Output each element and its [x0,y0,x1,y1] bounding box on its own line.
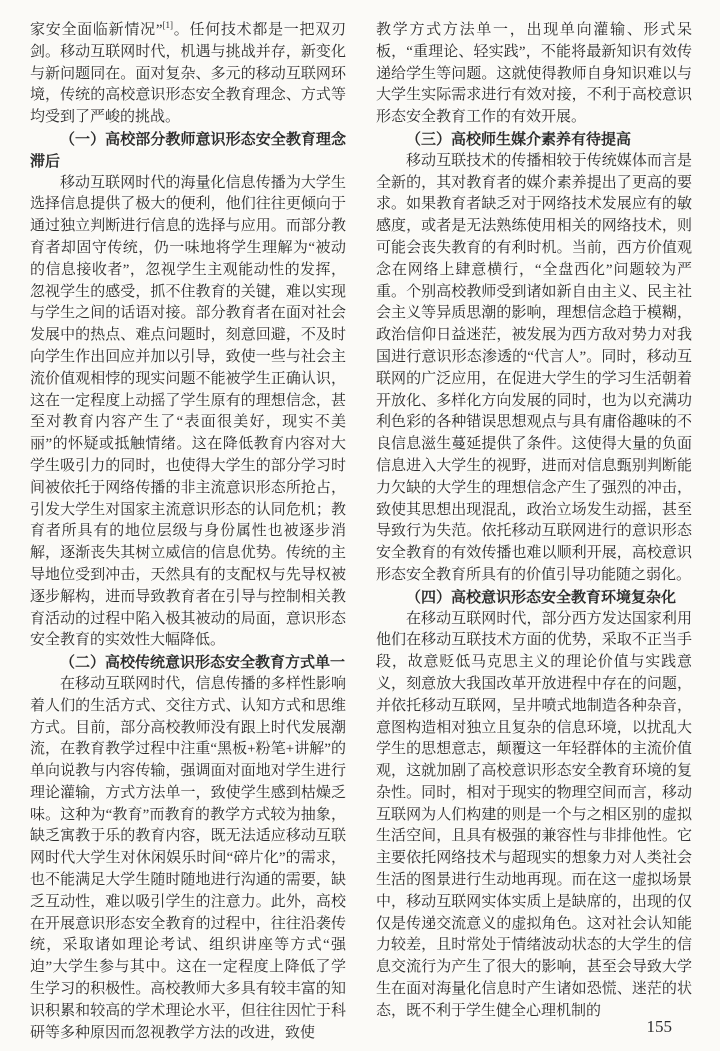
body-paragraph: 在移动互联网时代，信息传播的多样性影响着人们的生活方式、交往方式、认知方式和思维方式。目前，部分高校教师没有跟上时代发展潮流，在教育教学过程中注重“黑板+粉笔+讲解”的单向说教与内容传输，强调面对面地对学生进行理论灌输，方式方法单一，致使学生感到枯燥乏味。这种为“教育”而教育的教学方式较为抽象，缺乏寓教于乐的教育内容，既无法适应移动互联网时代大学生对休闲娱乐时间“碎片化”的需求，也不能满足大学生随时随地进行沟通的需要，缺乏互动性，难以吸引学生的注意力。此外，高校在开展意识形态安全教育的过程中，往往沿袭传统，采取诸如理论考试、组织讲座等方式“强迫”大学生参与其中。这在一定程度上降低了学生学习的积极性。高校教师大多具有较丰富的知识积累和较高的学术理论水平，但往往因忙于科研等多种原因而忽视教学方法的改进，致使 [30,675,346,1041]
body-paragraph: 家安全面临新情况”[1]。任何技术都是一把双刃剑。移动互联网时代，机遇与挑战并存，新变化与新问题同在。面对复杂、多元的移动互联网环境，传统的高校意识形态安全教育理念、方式等均受到了严峻的挑战。 [30,20,346,126]
page-number: 155 [646,1017,672,1036]
section-heading: （三）高校师生媒介素养有待提高 [406,130,632,148]
body-paragraph: 教学方式方法单一，出现单向灌输、形式呆板，“重理论、轻实践”，不能将最新知识有效传递给学生等问题。这就使得教师自身知识难以与大学生实际需求进行有效对接，不利于高校意识形态安全教育工作的有效开展。 [376,22,692,126]
text-column-right [376,20,692,1044]
footnote-marker: [1] [162,20,173,30]
section-heading: （四）高校意识形态安全教育环境复杂化 [406,588,677,606]
section-heading: （一）高校部分教师意识形态安全教育理念滞后 [30,130,346,170]
section-heading: （二）高校传统意识形态安全教育方式单一 [60,654,346,672]
text-columns [30,20,692,1044]
text-column-left [30,20,346,1044]
body-paragraph: 移动互联网时代的海量化信息传播为大学生选择信息提供了极大的便利，他们往往更倾向于通过独立判断进行信息的选择与应用。而部分教育者却固守传统，仍一味地将学生理解为“被动的信息接收者”，忽视学生主观能动性的发挥，忽视学生的感受，抓不住教育的关键，难以实现与学生之间的话语对接。部分教育者在面对社会发展中的热点、难点问题时，刻意回避，不及时向学生作出回应并加以引导，致使一些与社会主流价值观相悖的现实问题不能被学生正确认识，这在一定程度上动摇了学生原有的理想信念，甚至对教育内容产生了“表面很美好，现实不美丽”的怀疑或抵触情绪。这在降低教育内容对大学生吸引力的同时，也使得大学生的部分学习时间被依托于网络传播的非主流意识形态所抢占，引发大学生对国家主流意识形态的认同危机；教育者所具有的地位层级与身份属性也被逐步消解，逐渐丧失其树立威信的信息优势。传统的主导地位受到冲击，天然具有的支配权与先导权被逐步解构，进而导致教育者在引导与控制相关教育活动的过程中陷入极其被动的局面，意识形态安全教育的实效性大幅降低。 [30,174,346,649]
body-paragraph: 在移动互联网时代，部分西方发达国家利用他们在移动互联技术方面的优势，采取不正当手段，故意贬低马克思主义的理论价值与实践意义，刻意放大我国改革开放进程中存在的问题，并依托移动互联网，呈井喷式地制造各种杂音，意图构造相对独立且复杂的信息环境，以扰乱大学生的思想意志，颠覆这一年轻群体的主流价值观，这就加剧了高校意识形态安全教育环境的复杂性。同时，相对于现实的物理空间而言，移动互联网为人们构建的则是一个与之相区别的虚拟生活空间，且具有极强的兼容性与非排他性。它主要依托网络技术与超现实的想象力对人类社会生活的图景进行生动地再现。而在这一虚拟场景中，移动互联网实体实质上是缺席的，出现的仅仅是传递交流意义的虚拟角色。这对社会认知能力较差，且时常处于情绪波动状态的大学生的信息交流行为产生了很大的影响，甚至会导致大学生在面对海量化信息时产生诸如恐慌、迷茫的状态，既不利于学生健全心理机制的 [376,610,692,1019]
body-paragraph: 移动互联技术的传播相较于传统媒体而言是全新的，其对教育者的媒介素养提出了更高的要求。如果教育者缺乏对于网络技术发展应有的敏感度，或者是无法熟练使用相关的网络技术，则可能会丧失教育的有利时机。当前，西方价值观念在网络上肆意横行，“全盘西化”问题较为严重。个别高校教师受到诸如新自由主义、民主社会主义等异质思潮的影响，理想信念趋于模糊，政治信仰日益迷茫，被发展为西方敌对势力对我国进行意识形态渗透的“代言人”。同时，移动互联网的广泛应用，在促进大学生的学习生活朝着开放化、多样化方向发展的同时，也为以充满功利色彩的各种错误思想观点与具有庸俗趣味的不良信息滋生蔓延提供了条件。这使得大量的负面信息进入大学生的视野，进而对信息甄别判断能力欠缺的大学生的理想信念产生了强烈的冲击，致使其思想出现混乱，政治立场发生动摇，甚至导致行为失范。依托移动互联网进行的意识形态安全教育的有效传播也难以顺利开展，高校意识形态安全教育所具有的价值引导功能随之弱化。 [376,152,692,583]
